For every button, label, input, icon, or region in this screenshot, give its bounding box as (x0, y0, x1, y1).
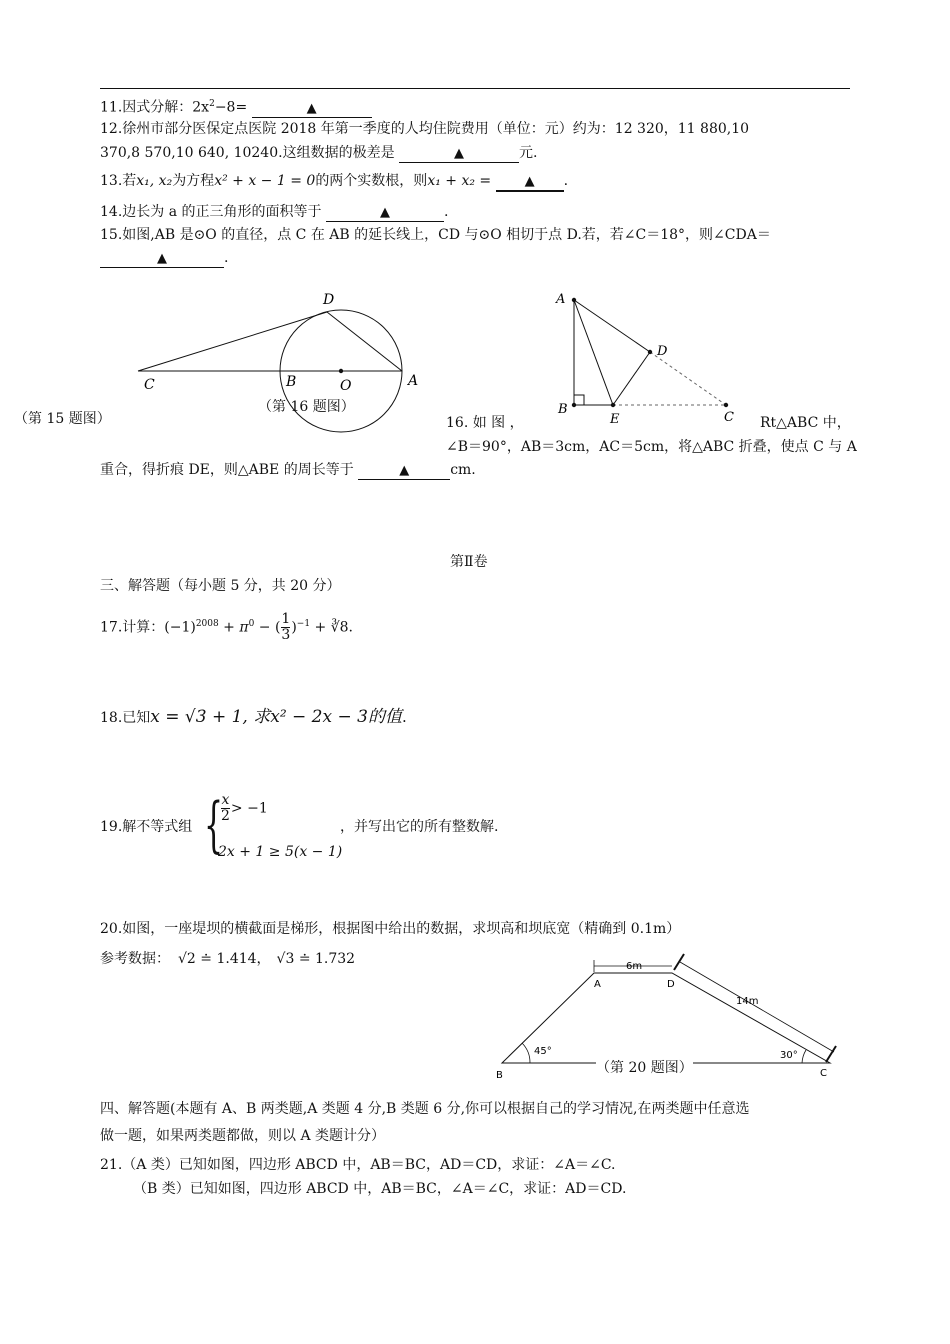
question-20-line1: 20.如图，一座堤坝的横截面是梯形，根据图中给出的数据，求坝高和坝底宽（精确到 0.1m） (100, 921, 681, 937)
fig15-line-da (327, 312, 402, 371)
q13-answer-blank[interactable] (496, 175, 564, 192)
q19-brace: { (204, 790, 224, 860)
fig20-tick-d (674, 954, 684, 970)
question-19-prefix: 19.解不等式组 (100, 819, 193, 835)
q17-expr-c: − ( (254, 619, 281, 636)
q17-expr-d: ) (291, 619, 297, 636)
q17-expr-b: + π (218, 619, 249, 636)
q19-suffix: ，并写出它的所有整数解. (340, 819, 499, 835)
q17-expr-e: + ∛8 (310, 619, 349, 636)
fig16-label-b: B (558, 402, 568, 417)
question-16-line3 (100, 461, 476, 480)
q13-end: . (563, 173, 569, 189)
section-4-line1: 四、解答题(本题有 A、B 两类题,A 类题 4 分,B 类题 6 分,你可以根据自己的学习情况,在两类题中任意选 (100, 1101, 750, 1117)
question-15-line2 (100, 249, 228, 268)
q11-suffix: −8= (214, 99, 248, 116)
question-11 (100, 95, 372, 118)
q13-mid: 为方程 (172, 173, 215, 189)
figure-15-caption: （第 15 题图） (14, 411, 111, 427)
q19-num: x (221, 792, 230, 808)
q17-exp2: 0 (248, 618, 255, 629)
q13-vars: x₁, x₂ (136, 173, 173, 189)
q19-den: 2 (221, 808, 230, 824)
q17-num: 1 (281, 611, 291, 627)
fig16-dot-b (572, 403, 576, 407)
section-3-heading: 三、解答题（每小题 5 分，共 20 分） (100, 578, 341, 594)
fig20-label-a: A (594, 979, 601, 990)
q16-triangle-mark: ▲ (399, 463, 410, 478)
fig16-label-d: D (657, 344, 668, 359)
q13-expression: x₁ + x₂ = (427, 173, 492, 189)
q17-prefix: 17.计算： (100, 619, 165, 636)
fig20-label-b: B (496, 1070, 503, 1081)
question-16-line1a: 16. 如 图 ， (446, 415, 524, 431)
question-12-line1: 12.徐州市部分医保定点医院 2018 年第一季度的人均住院费用（单位：元）约为：12 320，11 880,10 (100, 121, 750, 137)
q14-answer-blank[interactable] (326, 206, 444, 222)
q19-inequality-2: 2x + 1 ≥ 5(x − 1) (218, 844, 343, 860)
q17-fraction (281, 612, 290, 643)
q12-answer-blank[interactable] (399, 147, 519, 163)
q12-suffix: 元. (519, 145, 538, 161)
q13-equation: x² + x − 1 = 0 (214, 173, 316, 189)
fig20-label-angle-c: 30° (780, 1050, 798, 1061)
fig16-dot-e (611, 403, 615, 407)
q11-answer-blank[interactable] (252, 102, 372, 118)
q12-line2-prefix: 370,8 570,10 640, 10240.这组数据的极差是 (100, 145, 395, 161)
question-13 (100, 172, 568, 192)
q20-ref-prefix: 参考数据： (100, 951, 170, 967)
fig15-label-d: D (323, 292, 335, 308)
q15-triangle-mark: ▲ (157, 251, 167, 266)
fig20-label-c: C (820, 1068, 827, 1079)
q14-text: 14.边长为 a 的正三角形的面积等于 (100, 204, 322, 220)
q11-prefix: 11.因式分解：2x (100, 99, 210, 116)
question-15-line1: 15.如图,AB 是⊙O 的直径，点 C 在 AB 的延长线上，CD 与⊙O 相切于点 D.若，若∠C＝18°，则∠CDA＝ (100, 227, 771, 243)
fig16-label-e: E (610, 412, 620, 426)
question-20-ref (100, 950, 355, 968)
fig20-label-top: 6m (626, 961, 643, 972)
question-16-line1b: Rt△ABC 中， (760, 415, 851, 431)
fig16-label-c: C (724, 410, 734, 425)
fig15-label-b: B (286, 374, 297, 390)
fig20-label-d: D (667, 979, 675, 990)
section-4-line2: 做一题，如果两类题都做，则以 A 类题计分） (100, 1128, 386, 1144)
question-18 (100, 708, 407, 727)
fig20-angle-c-arc (802, 1050, 806, 1063)
fig20-dim-side (680, 962, 834, 1052)
figure-20-caption: （第 20 题图） (596, 1060, 693, 1076)
q18-expression: x = √3 + 1, 求x² − 2x − 3的值 (150, 707, 402, 727)
question-17 (100, 612, 353, 643)
fig15-label-a: A (408, 373, 419, 389)
q13-prefix: 13.若 (100, 173, 137, 189)
question-14 (100, 203, 448, 222)
q14-triangle-mark: ▲ (379, 205, 390, 220)
q15-answer-blank[interactable] (100, 252, 224, 268)
fig20-angle-b-arc (522, 1043, 530, 1063)
fig16-side-ad (574, 300, 650, 352)
fig15-label-c: C (144, 377, 155, 393)
fig16-label-a: A (556, 292, 566, 307)
figure-16-caption: （第 16 题图） (258, 399, 355, 415)
q18-prefix: 18.已知 (100, 710, 151, 726)
q17-exp1: 2008 (195, 618, 219, 629)
q20-ref2: √3 ≐ 1.732 (276, 951, 356, 967)
fig16-dot-d (648, 350, 652, 354)
q19-fraction (221, 793, 230, 824)
fig16-dot-c (724, 403, 728, 407)
q20-ref1: √2 ≐ 1.414， (178, 951, 271, 967)
fig20-label-angle-b: 45° (534, 1046, 552, 1057)
q17-end: . (348, 619, 353, 636)
fig15-label-o: O (340, 378, 352, 394)
fig16-dashed-dc (650, 352, 726, 405)
section-2-title: 第Ⅱ卷 (450, 554, 488, 570)
figure-16-right-triangle-fold (550, 286, 750, 426)
fig16-side-ed (613, 352, 650, 405)
q11-triangle-mark: ▲ (306, 100, 317, 116)
q16-line3-prefix: 重合，得折痕 DE，则△ABE 的周长等于 (100, 462, 354, 478)
q11-sup: 2 (209, 99, 215, 109)
q17-expr-a: (−1) (164, 619, 196, 636)
q19-ineq1-rest: > −1 (230, 800, 268, 817)
q14-end: . (443, 204, 449, 220)
q17-den: 3 (281, 627, 291, 643)
question-16-line2: ∠B＝90°，AB＝3cm，AC＝5cm，将△ABC 折叠，使点 C 与 A (446, 439, 857, 455)
fig16-side-ae (574, 300, 613, 405)
fig15-center-dot (339, 369, 343, 373)
q13-triangle-mark: ▲ (524, 174, 535, 189)
fig16-dot-a (572, 298, 576, 302)
q18-end: . (401, 708, 407, 726)
q19-inequality-1 (220, 793, 268, 824)
question-21-a: 21.（A 类）已知如图，四边形 ABCD 中，AB＝BC，AD＝CD，求证：∠A＝∠C. (100, 1157, 616, 1173)
header-rule (100, 88, 850, 89)
q17-exp3: −1 (296, 618, 311, 629)
question-21-b: （B 类）已知如图，四边形 ABCD 中，AB＝BC，∠A＝∠C，求证：AD＝CD. (133, 1181, 627, 1197)
fig20-label-side: 14m (736, 996, 759, 1007)
question-12-line2 (100, 144, 537, 163)
q12-triangle-mark: ▲ (454, 146, 465, 161)
fig15-line-cd (138, 312, 327, 371)
q13-mid2: 的两个实数根，则 (315, 173, 428, 189)
q15-end: . (224, 250, 229, 266)
q16-answer-blank[interactable] (358, 464, 450, 480)
q16-suffix: cm. (450, 462, 476, 478)
